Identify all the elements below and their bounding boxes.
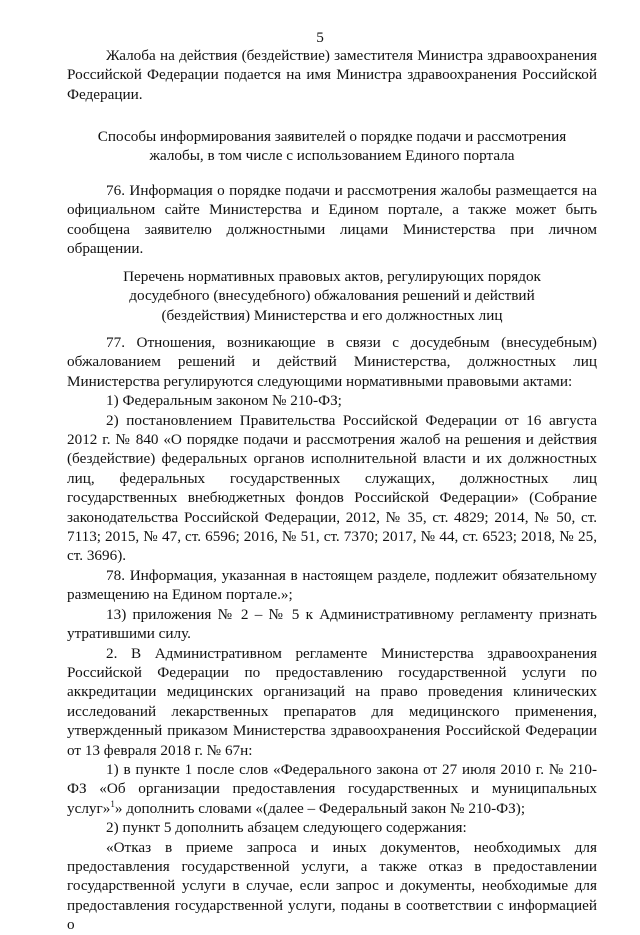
paragraph-13: 13) приложения № 2 – № 5 к Административному регламенту признать утратившими силу.: [67, 605, 597, 643]
paragraph-2-date: от 13 февраля 2018 г. № 67н:: [67, 741, 253, 759]
footnote-ref: 1: [110, 798, 115, 809]
paragraph-78: 78. Информация, указанная в настоящем разделе, подлежит обязательному размещению на Едином портале.»;: [67, 566, 597, 604]
paragraph-77-block: [67, 333, 597, 935]
paragraph-2-item-2-quote: «Отказ в приеме запроса и иных документов, необходимых для предоставления государственной услуги, а также отказ в предоставлении государственной услуги в случае, если запрос и документы, необходимые для предоставления государственной услуги, поданы в соответствии с информацией о: [67, 838, 597, 934]
paragraph-77-item-2: 2) постановлением Правительства Российской Федерации от 16 августа 2012 г. № 840 «О порядке подачи и рассмотрения жалоб на решения и действия (бездействие) федеральных органов исполнительной власти и их должностных лиц, федеральных государственных служащих, должностных лиц государственных внебюджетных фондов Российской Федерации» (Собрание законодательства Российской Федерации, 2012, № 35, ст. 4829; 2014, № 50, ст. 7113; 2015, № 47, ст. 6596; 2016, № 51, ст. 7370; 2017, № 44, ст. 6523; 2018, № 25, ст. 3696).: [67, 411, 597, 565]
paragraph-text: 76. Информация о порядке подачи и рассмотрения жалобы размещается на официальном сайте Министерства и Едином портале, а также может быть сообщена заявителю должностными лицами Министерства при личном обращении.: [67, 182, 597, 258]
section-heading-info-methods: [67, 127, 597, 166]
item-1-text-b: » дополнить словами «(далее – Федеральный закон № 210-ФЗ);: [114, 799, 526, 817]
heading-text: Способы информирования заявителей о порядке подачи и рассмотрения жалобы, в том числе с использованием Единого портала: [97, 128, 567, 165]
paragraph-2-item-1: [67, 760, 597, 818]
page-number: 5: [316, 29, 324, 46]
paragraph-76: [67, 181, 597, 259]
paragraph-text: Жалоба на действия (бездействие) заместителя Министра здравоохранения Российской Федерации подается на имя Министра здравоохранения Российской Федерации.: [67, 47, 597, 103]
item-1-text-a: 1) в пункте 1 после слов «Федерального закона от 27 июля 2010 г. № 210-ФЗ «Об организации предоставления государственных и муниципальных услуг»: [67, 760, 597, 817]
paragraph-77-item-1: 1) Федеральным законом № 210-ФЗ;: [106, 392, 342, 410]
paragraph-77: 77. Отношения, возникающие в связи с досудебным (внесудебным) обжалованием решений и действий Министерства, должностных лиц Министерства регулируются следующими нормативными правовыми актами:: [67, 334, 597, 390]
section-heading-legal-acts: [67, 267, 597, 325]
paragraph-2-item-2: 2) пункт 5 дополнить абзацем следующего содержания:: [106, 819, 467, 837]
paragraph-2-intro: 2. В Административном регламенте Министерства здравоохранения Российской Федерации по предоставлению государственной услуги по аккредитации медицинских организаций на право проведения клинических исследований лекарственных препаратов для медицинского применения, утвержденный приказом Министерства здравоохранения Российской Федерации: [67, 644, 597, 740]
paragraph-complaint-deputy: [67, 46, 597, 104]
heading-text: Перечень нормативных правовых актов, регулирующих порядок досудебного (внесудебного) обжалования решений и действий (бездействия) Министерства и его должностных лиц: [123, 268, 541, 324]
